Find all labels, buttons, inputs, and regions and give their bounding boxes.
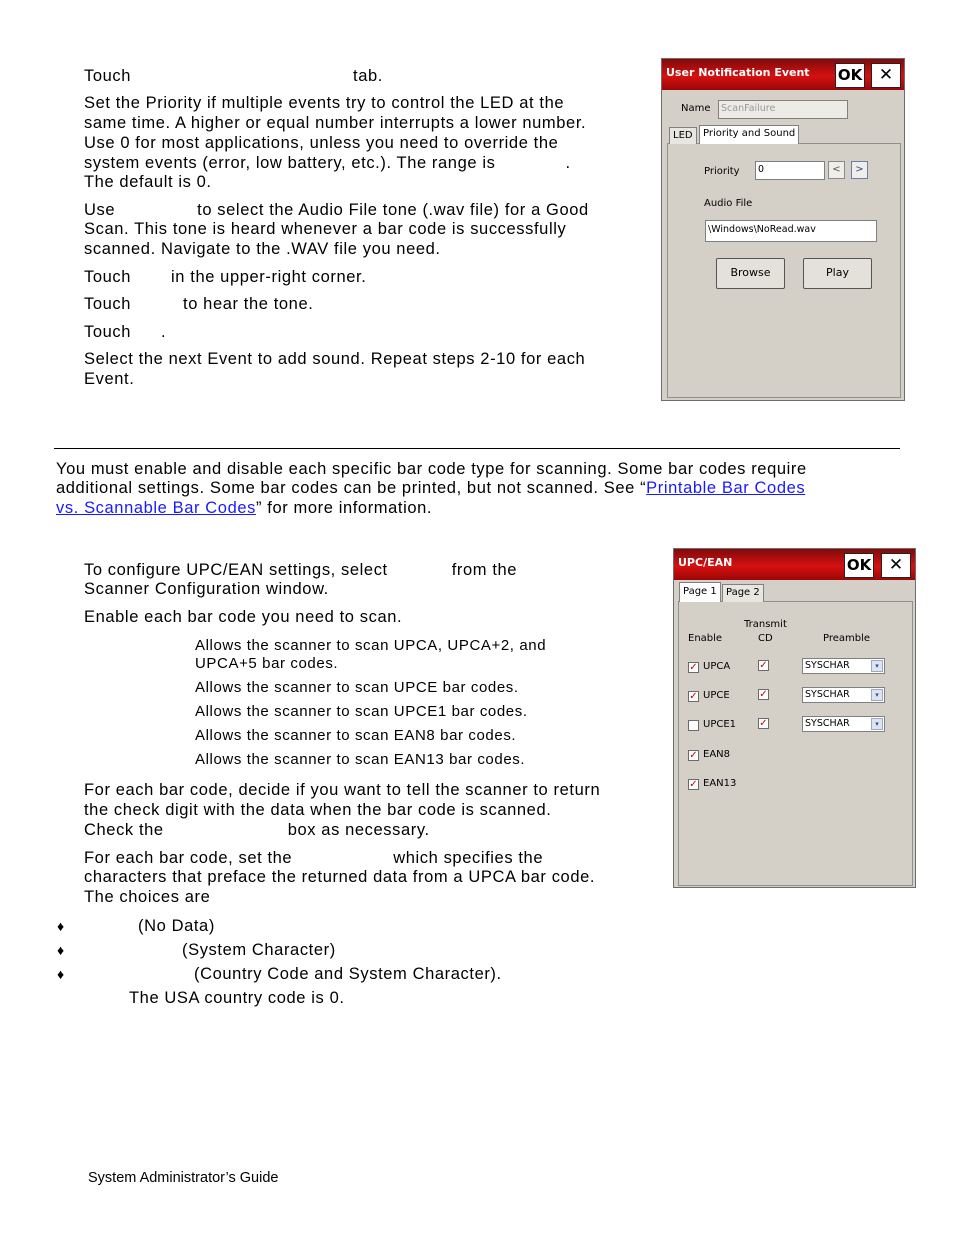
tab-priority-and-sound[interactable]: Priority and Sound (699, 125, 799, 144)
printable-bar-codes-link[interactable]: Printable Bar Codes (646, 479, 806, 497)
step-text: Touch (84, 268, 132, 286)
select-value: SYSCHAR (805, 660, 850, 671)
intro-line-3 (56, 498, 432, 518)
step-touch-ok (84, 267, 366, 287)
step-use-1 (84, 200, 589, 220)
upce-enable-checkbox[interactable]: ✓ (689, 691, 698, 702)
upc-ean-dialog (673, 548, 916, 888)
step-touch-play (84, 294, 313, 314)
close-icon[interactable]: ✕ (881, 553, 911, 578)
bullet-icon: ♦ (57, 918, 65, 934)
upce1-preamble-select[interactable] (802, 716, 885, 732)
chevron-down-icon: ▾ (871, 660, 883, 672)
dialog-title: UPC/EAN (678, 556, 733, 569)
spin-right-icon[interactable]: > (851, 161, 868, 179)
chevron-down-icon: ▾ (871, 689, 883, 701)
step-priority-4 (84, 153, 571, 173)
col-transmit: Transmit (744, 619, 787, 630)
step-text: from the (451, 561, 518, 579)
code-upca-desc-2: UPCA+5 bar codes. (195, 655, 339, 672)
choice-syschar: (System Character) (182, 941, 336, 959)
step-text: To configure UPC/EAN settings, select (84, 561, 388, 579)
name-label: Name (681, 103, 711, 114)
step-text: to hear the tone. (183, 295, 314, 313)
code-upce-desc: Allows the scanner to scan UPCE bar codes. (195, 679, 519, 696)
step-text: Use (84, 201, 116, 219)
step-text: For each bar code, set the (84, 849, 293, 867)
code-ean13-desc: Allows the scanner to scan EAN13 bar codes. (195, 751, 526, 768)
tab-led[interactable]: LED (669, 127, 697, 144)
step-priority-1: Set the Priority if multiple events try to control the LED at the (84, 94, 565, 112)
step-text: box as necessary. (287, 821, 430, 839)
tab-page-1[interactable]: Page 1 (679, 582, 721, 602)
step-text: Check the (84, 821, 164, 839)
upca-label: UPCA (703, 661, 731, 672)
upce1-label: UPCE1 (703, 719, 737, 730)
step-priority-2: same time. A higher or equal number interrupts a lower number. (84, 114, 587, 132)
ean8-enable-checkbox[interactable]: ✓ (689, 750, 698, 761)
choice-none: (No Data) (138, 917, 215, 935)
choice-country-syschar: (Country Code and System Character). (194, 965, 502, 983)
title-bar (674, 549, 915, 580)
col-cd: CD (758, 633, 773, 644)
step-priority-3: Use 0 for most applications, unless you need to override the (84, 134, 559, 152)
step-check-digit-3 (84, 820, 430, 840)
chevron-down-icon: ▾ (871, 718, 883, 730)
audio-file-label: Audio File (704, 198, 753, 209)
code-upce1-desc: Allows the scanner to scan UPCE1 bar codes. (195, 703, 528, 720)
audio-file-field[interactable]: \Windows\NoRead.wav (705, 220, 877, 242)
step-text: Touch (84, 323, 132, 341)
step-text: tab. (353, 67, 383, 85)
step-configure-2: Scanner Configuration window. (84, 580, 329, 598)
code-ean8-desc: Allows the scanner to scan EAN8 bar codes. (195, 727, 517, 744)
step-touch-save (84, 322, 166, 342)
step-text: Touch (84, 67, 132, 85)
step-check-digit-1: For each bar code, decide if you want to tell the scanner to return (84, 781, 601, 799)
step-text: . (565, 154, 571, 172)
usa-country-code-note: The USA country code is 0. (129, 989, 345, 1007)
section-divider (54, 448, 900, 449)
user-notification-event-dialog (661, 58, 905, 401)
priority-label: Priority (704, 166, 740, 177)
step-text: Touch (84, 295, 132, 313)
intro-text: ” for more information. (256, 499, 433, 517)
select-value: SYSCHAR (805, 718, 850, 729)
bullet-icon: ♦ (57, 966, 65, 982)
upce1-enable-checkbox[interactable] (688, 720, 699, 731)
step-check-digit-2: the check digit with the data when the bar code is scanned. (84, 801, 552, 819)
browse-button[interactable]: Browse (716, 258, 785, 289)
ean13-label: EAN13 (703, 778, 737, 789)
priority-field[interactable]: 0 (755, 161, 825, 180)
title-bar (662, 59, 904, 90)
name-field[interactable]: ScanFailure (718, 100, 848, 119)
page-footer: System Administrator’s Guide (88, 1170, 279, 1186)
upce1-transmit-checkbox[interactable]: ✓ (759, 718, 768, 729)
step-use-2: Scan. This tone is heard whenever a bar code is successfully (84, 220, 567, 238)
step-enable: Enable each bar code you need to scan. (84, 608, 403, 626)
code-upca-desc-1: Allows the scanner to scan UPCA, UPCA+2, and (195, 637, 547, 654)
col-preamble: Preamble (823, 633, 871, 644)
step-use-3: scanned. Navigate to the .WAV file you need. (84, 240, 441, 258)
intro-line-2 (56, 478, 805, 498)
ok-button[interactable]: OK (844, 553, 874, 578)
scannable-bar-codes-link[interactable]: vs. Scannable Bar Codes (56, 499, 256, 517)
select-value: SYSCHAR (805, 689, 850, 700)
tab-page-2[interactable]: Page 2 (722, 584, 764, 602)
step-text: in the upper-right corner. (171, 268, 367, 286)
dialog-title: User Notification Event (666, 66, 810, 79)
step-preamble-1 (84, 848, 543, 868)
step-configure-1 (84, 560, 517, 580)
step-text: to select the Audio File tone (.wav file) for a Good (197, 201, 589, 219)
step-text: system events (error, low battery, etc.). The range is (84, 154, 496, 172)
ok-button[interactable]: OK (835, 63, 865, 88)
col-enable: Enable (688, 633, 723, 644)
upca-enable-checkbox[interactable]: ✓ (689, 662, 698, 673)
step-preamble-3: The choices are (84, 888, 211, 906)
step-priority-5: The default is 0. (84, 173, 212, 191)
ean13-enable-checkbox[interactable]: ✓ (689, 779, 698, 790)
upce-preamble-select[interactable] (802, 687, 885, 703)
play-button[interactable]: Play (803, 258, 872, 289)
upca-preamble-select[interactable] (802, 658, 885, 674)
step-next-2: Event. (84, 370, 135, 388)
upca-transmit-checkbox[interactable]: ✓ (759, 660, 768, 671)
upce-transmit-checkbox[interactable]: ✓ (759, 689, 768, 700)
bullet-icon: ♦ (57, 942, 65, 958)
step-touch-tab (84, 66, 383, 86)
ean8-label: EAN8 (703, 749, 731, 760)
intro-text: additional settings. Some bar codes can be printed, but not scanned. See “ (56, 479, 647, 497)
spin-left-icon[interactable]: < (828, 161, 845, 179)
intro-line-1: You must enable and disable each specific bar code type for scanning. Some bar codes require (56, 460, 807, 478)
step-text: which specifies the (393, 849, 544, 867)
close-icon[interactable]: ✕ (871, 63, 901, 88)
step-preamble-2: characters that preface the returned data from a UPCA bar code. (84, 868, 596, 886)
upce-label: UPCE (703, 690, 730, 701)
step-text: . (161, 323, 167, 341)
step-next-1: Select the next Event to add sound. Repeat steps 2-10 for each (84, 350, 586, 368)
